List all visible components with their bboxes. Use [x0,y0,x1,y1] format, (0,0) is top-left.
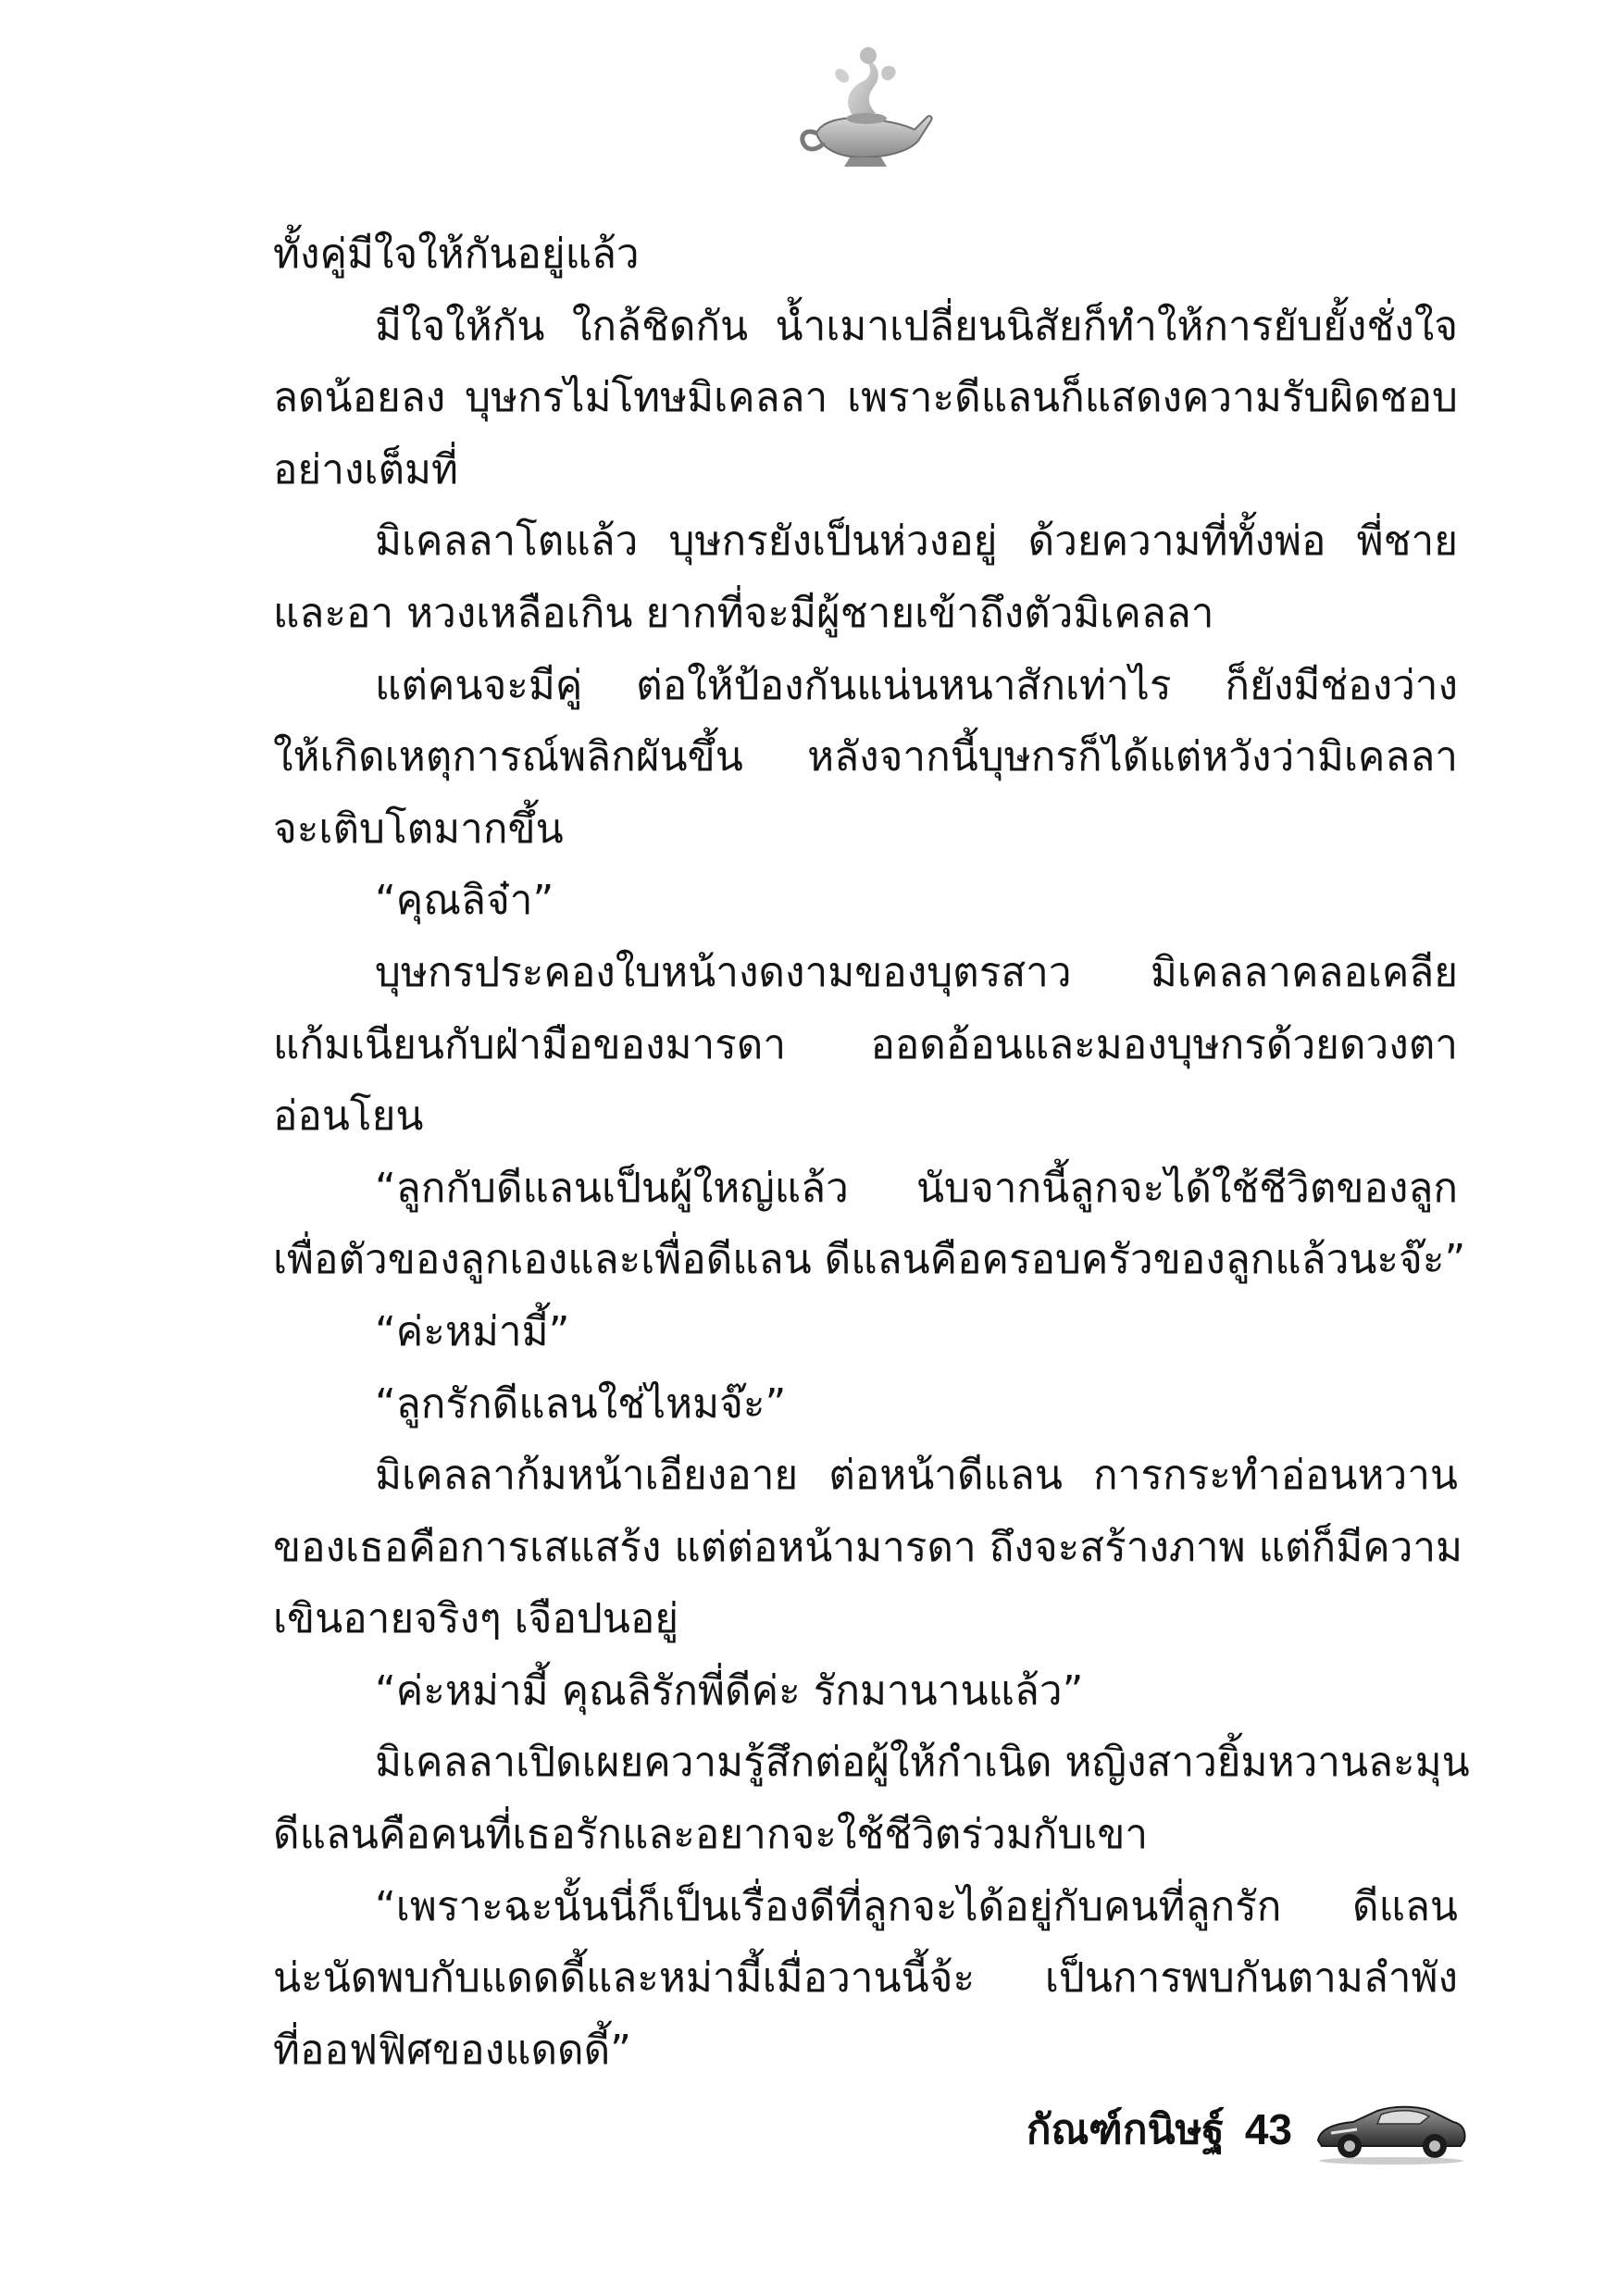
text-line: เพื่อตัวของลูกเองและเพื่อดีแลน ดีแลนคือครอบครัวของลูกแล้วนะจ๊ะ” [273,1236,1466,1284]
body-text [273,218,1470,2086]
genie-lamp-icon [789,44,937,174]
text-line: “ค่ะหม่ามี้ คุณลิรักพี่ดีค่ะ รักมานานแล้ว” [375,1666,1084,1715]
book-title: กัณฑ์กนิษฐ์ [1026,2106,1225,2153]
text-line: ดีแลนคือคนที่เธอรักและอยากจะใช้ชีวิตร่วมกับเขา [273,1811,1149,1859]
text-line: มิเคลลาเปิดเผยความรู้สึกต่อผู้ให้กำเนิด หญิงสาวยิ้มหวานละมุน [375,1739,1470,1787]
text-line: เขินอายจริงๆ เจือปนอยู่ [273,1595,679,1643]
text-line: บุษกรประคองใบหน้างดงามของบุตรสาว มิเคลลาคลอเคลีย [375,948,1458,996]
text-line: “ลูกกับดีแลนเป็นผู้ใหญ่แล้ว นับจากนี้ลูกจะได้ใช้ชีวิตของลูก [375,1164,1458,1212]
sports-car-icon [1313,2092,1470,2166]
text-line: แต่คนจะมีคู่ ต่อให้ป้องกันแน่นหนาสักเท่าไร ก็ยังมีช่องว่าง [375,661,1458,709]
text-line: ที่ออฟฟิศของแดดดี้” [273,2026,631,2074]
text-line: ของเธอคือการเสแสร้ง แต่ต่อหน้ามารดา ถึงจะสร้างภาพ แต่ก็มีความ [273,1523,1463,1571]
text-line: “เพราะฉะนั้นนี่ก็เป็นเรื่องดีที่ลูกจะได้อยู่กับคนที่ลูกรัก ดีแลน [375,1882,1458,1930]
text-line: อย่างเต็มที่ [273,445,459,493]
text-line: ให้เกิดเหตุการณ์พลิกผันขึ้น หลังจากนี้บุษกรก็ได้แต่หวังว่ามิเคลลา [273,733,1458,781]
text-line: น่ะนัดพบกับแดดดี้และหม่ามี้เมื่อวานนี้จ้ะ เป็นการพบกันตามลำพัง [273,1954,1458,2003]
text-line: “คุณลิจ๋า” [375,877,554,925]
text-line: จะเติบโตมากขึ้น [273,805,564,853]
text-line: และอา หวงเหลือเกิน ยากที่จะมีผู้ชายเข้าถึงตัวมิเคลลา [273,589,1214,637]
text-line: อ่อนโยน [273,1092,424,1141]
text-line: “ค่ะหม่ามี้” [375,1307,570,1355]
text-line: มีใจให้กัน ใกล้ชิดกัน น้ำเมาเปลี่ยนนิสัยก็ทำให้การยับยั้งชั่งใจ [375,302,1458,350]
text-line: มิเคลลาโตแล้ว บุษกรยังเป็นห่วงอยู่ ด้วยความที่ทั้งพ่อ พี่ชาย [375,518,1458,566]
page-footer [1027,2083,1470,2176]
text-line: ลดน้อยลง บุษกรไม่โทษมิเคลลา เพราะดีแลนก็แสดงความรับผิดชอบ [273,374,1458,422]
text-line: มิเคลลาก้มหน้าเอียงอาย ต่อหน้าดีแลน การกระทำอ่อนหวาน [375,1452,1458,1500]
text-line: ทั้งคู่มีใจให้กันอยู่แล้ว [273,231,640,278]
page-number: 43 [1244,2105,1292,2153]
text-line: แก้มเนียนกับฝ่ามือของมารดา ออดอ้อนและมองบุษกรด้วยดวงตา [273,1020,1458,1068]
text-line: “ลูกรักดีแลนใช่ไหมจ๊ะ” [375,1379,787,1428]
